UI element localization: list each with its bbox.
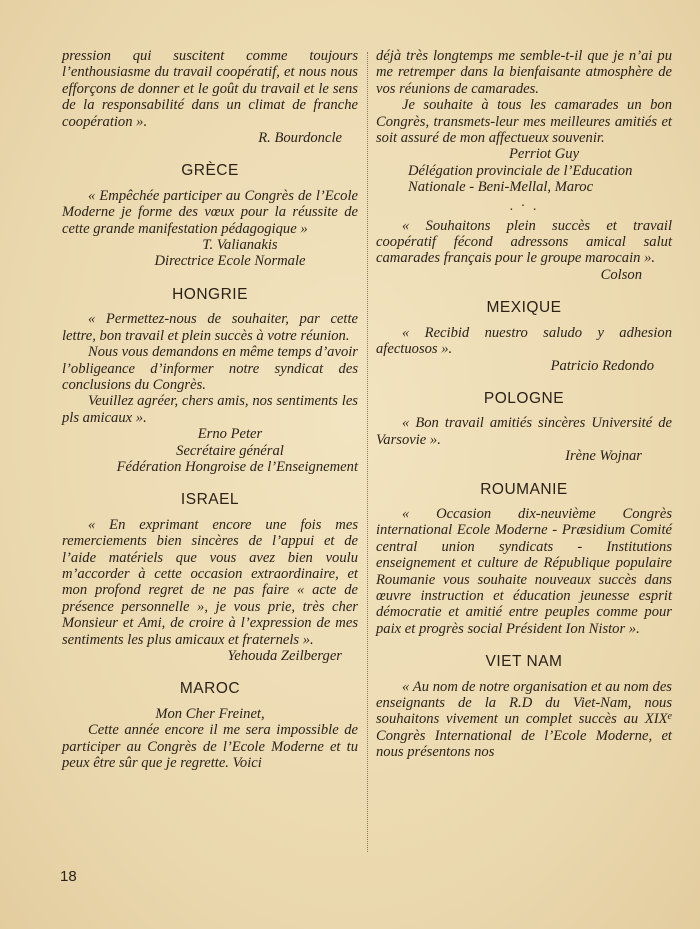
roumanie-text: « Occasion dix-neuvième Congrès international Ecole Moderne - Præsidium Comité central union syndicats - Institutions enseignement et culture de République populaire Roumanie vous souhaite nouveaux succès dans œuvre instruction et éducation jeunesse esprit démocratie et amitié entre peuples comme pour paix et progrès social Président Ion Nistor ». [376, 505, 672, 637]
grece-signature-title: Directrice Ecole Normale [154, 253, 306, 270]
page-number: 18 [60, 868, 77, 885]
grece-signature-name: T. Valianakis [202, 237, 278, 254]
maroc-paragraph-2: Je souhaite à tous les camarades un bon Congrès, transmets-leur mes meilleures amitiés et soit assuré de mon affectueux souvenir. [376, 97, 672, 147]
mexique-text: « Recibid nuestro saludo y adhesion afectuosos ». [376, 324, 672, 358]
hongrie-paragraph-1: « Permettez-nous de souhaiter, par cette lettre, bon travail et plein succès à votre réunion. [62, 311, 358, 344]
column-divider [367, 52, 368, 852]
vietnam-text-b: Congrès International de l’Ecole Moderne, et nous présentons nos [376, 727, 672, 761]
heading-israel: ISRAEL [180, 491, 240, 509]
heading-mexique: MEXIQUE [486, 299, 562, 317]
left-column [62, 48, 358, 771]
mexique-signature: Patricio Redondo [550, 357, 654, 374]
maroc-salutation: Mon Cher Freinet, [155, 705, 265, 722]
pologne-text: « Bon travail amitiés sincères Université de Varsovie ». [376, 415, 672, 448]
hongrie-signature-org: Fédération Hongroise de l’Enseignement [116, 458, 358, 475]
section-separator: . · . [509, 198, 539, 214]
vietnam-superscript: e [667, 711, 672, 723]
heading-maroc: MAROC [179, 680, 241, 698]
pologne-signature: Irène Wojnar [565, 448, 642, 465]
maroc-signature-name: Perriot Guy [508, 146, 580, 163]
intro-signature: R. Bourdoncle [258, 130, 342, 147]
israel-signature: Yehouda Zeilberger [227, 648, 342, 664]
vietnam-text [376, 679, 672, 761]
hongrie-signature-name: Erno Peter [197, 426, 263, 443]
hongrie-paragraph-3: Veuillez agréer, chers amis, nos sentiments les pls amicaux ». [62, 393, 358, 426]
heading-pologne: POLOGNE [483, 389, 565, 407]
right-column [376, 48, 672, 761]
heading-grece: GRÈCE [181, 162, 239, 180]
heading-hongrie: HONGRIE [172, 285, 248, 303]
heading-roumanie: ROUMANIE [480, 480, 568, 498]
israel-text: « En exprimant encore une fois mes remerciements bien sincères de l’appui et de l’aide matériels que vous avez bien voulu m’accorder à cette occasion extraordinaire, et mon profond regret de ne pas faire « acte de présence personnelle », je vous prie, très cher Monsieur et Ami, de croire à l’expression de mes sentiments les plus amicaux et fraternels ». [62, 516, 358, 648]
maroc-signature-line-1: Délégation provinciale de l’Education [408, 162, 633, 179]
maroc-paragraph-3: « Souhaitons plein succès et travail coopératif fécond adressons amical salut camarades français pour le groupe marocain ». [376, 217, 672, 267]
maroc-signature-3: Colson [600, 266, 642, 283]
heading-viet-nam: VIET NAM [485, 653, 563, 671]
maroc-signature-line-2: Nationale - Beni-Mellal, Maroc [408, 179, 594, 196]
maroc-continued: déjà très longtemps me semble-t-il que je n’ai pu me retremper dans la bienfaisante atmosphère de vos réunions de camarades. [376, 48, 672, 97]
hongrie-paragraph-2: Nous vous demandons en même temps d’avoir l’obligeance d’informer notre syndicat des conclusions du Congrès. [62, 344, 358, 393]
maroc-text: Cette année encore il me sera impossible de participer au Congrès de l’Ecole Moderne et tu peux être sûr que je regrette. Voici [62, 722, 358, 772]
vietnam-text-a: « Au nom de notre organisation et au nom des enseignants de la R.D du Viet-Nam, nous souhaitons vivement un complet succès au XIX [376, 678, 672, 728]
grece-text: « Empêchée participer au Congrès de l’Ecole Moderne je forme des vœux pour la réussite de cette grande manifestation pédagogique » [62, 187, 358, 237]
intro-paragraph: pression qui suscitent comme toujours l’enthousiasme du travail coopératif, et nous nous efforçons de donner et le goût du travail et le sens de la responsabilité dans un climat de franche coopération ». [62, 48, 358, 130]
hongrie-signature-title: Secrétaire général [176, 442, 284, 459]
